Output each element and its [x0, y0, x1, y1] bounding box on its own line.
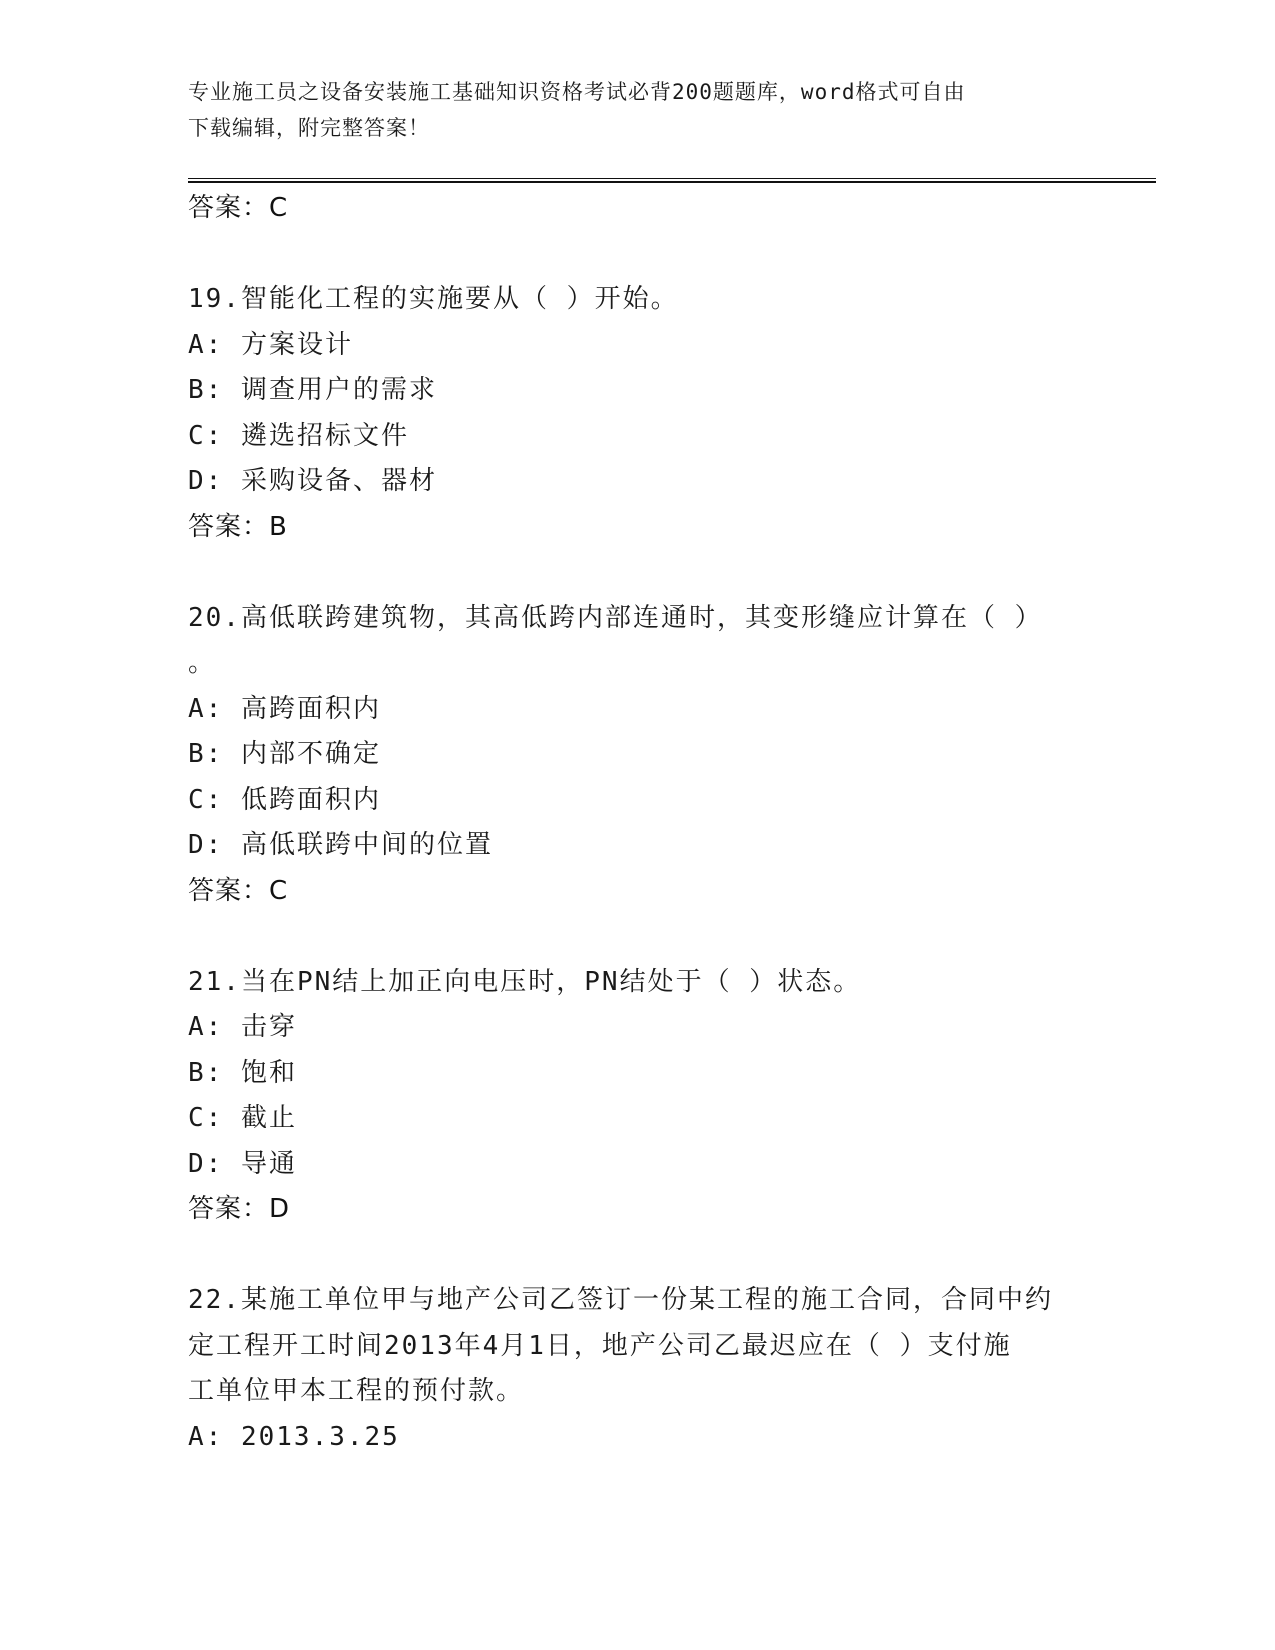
question-list — [188, 186, 1088, 1460]
option-b: B: 饱和 — [188, 1057, 297, 1088]
option-a: A: 2013.3.25 — [188, 1421, 400, 1452]
question-stem: 19.智能化工程的实施要从（ ）开始。 — [188, 284, 679, 314]
option-c: C: 截止 — [188, 1103, 297, 1133]
question-item — [188, 1278, 1088, 1460]
question-item — [188, 960, 1088, 1233]
header-divider — [188, 178, 1156, 183]
option-b: B: 调查用户的需求 — [188, 375, 437, 405]
question-stem-continued: 。 — [188, 648, 217, 678]
question-stem-continued: 工单位甲本工程的预付款。 — [188, 1376, 525, 1406]
question-item — [188, 277, 1088, 550]
question-stem: 22.某施工单位甲与地产公司乙签订一份某工程的施工合同，合同中约 — [188, 1285, 1053, 1315]
answer-line: 答案：C — [188, 193, 289, 223]
option-c: C: 低跨面积内 — [188, 784, 381, 815]
spacer — [188, 914, 1088, 960]
option-a: A: 高跨面积内 — [188, 693, 381, 724]
spacer — [188, 232, 1088, 278]
option-d: D: 采购设备、器材 — [188, 466, 437, 496]
option-d: D: 高低联跨中间的位置 — [188, 830, 493, 860]
answer-line: 答案：C — [188, 875, 289, 906]
spacer — [188, 1233, 1088, 1279]
question-stem-continued: 定工程开工时间2013年4月1日，地产公司乙最迟应在（ ）支付施 — [188, 1330, 1012, 1361]
spacer — [188, 550, 1088, 596]
answer-line: 答案：B — [188, 511, 288, 542]
option-a: A: 方案设计 — [188, 329, 353, 360]
question-item — [188, 596, 1088, 915]
header-line-1: 专业施工员之设备安装施工基础知识资格考试必背200题题库，word格式可自由 — [188, 80, 966, 104]
option-d: D: 导通 — [188, 1148, 297, 1179]
option-c: C: 遴选招标文件 — [188, 420, 409, 451]
document-header — [188, 74, 1068, 146]
question-stem: 21.当在PN结上加正向电压时，PN结处于（ ）状态。 — [188, 966, 862, 997]
answer-line: 答案：D — [188, 1194, 291, 1224]
option-a: A: 击穿 — [188, 1012, 297, 1042]
question-stem: 20.高低联跨建筑物，其高低跨内部连通时，其变形缝应计算在（ ） — [188, 602, 1043, 633]
option-b: B: 内部不确定 — [188, 739, 381, 769]
header-line-2: 下载编辑，附完整答案！ — [188, 116, 430, 140]
